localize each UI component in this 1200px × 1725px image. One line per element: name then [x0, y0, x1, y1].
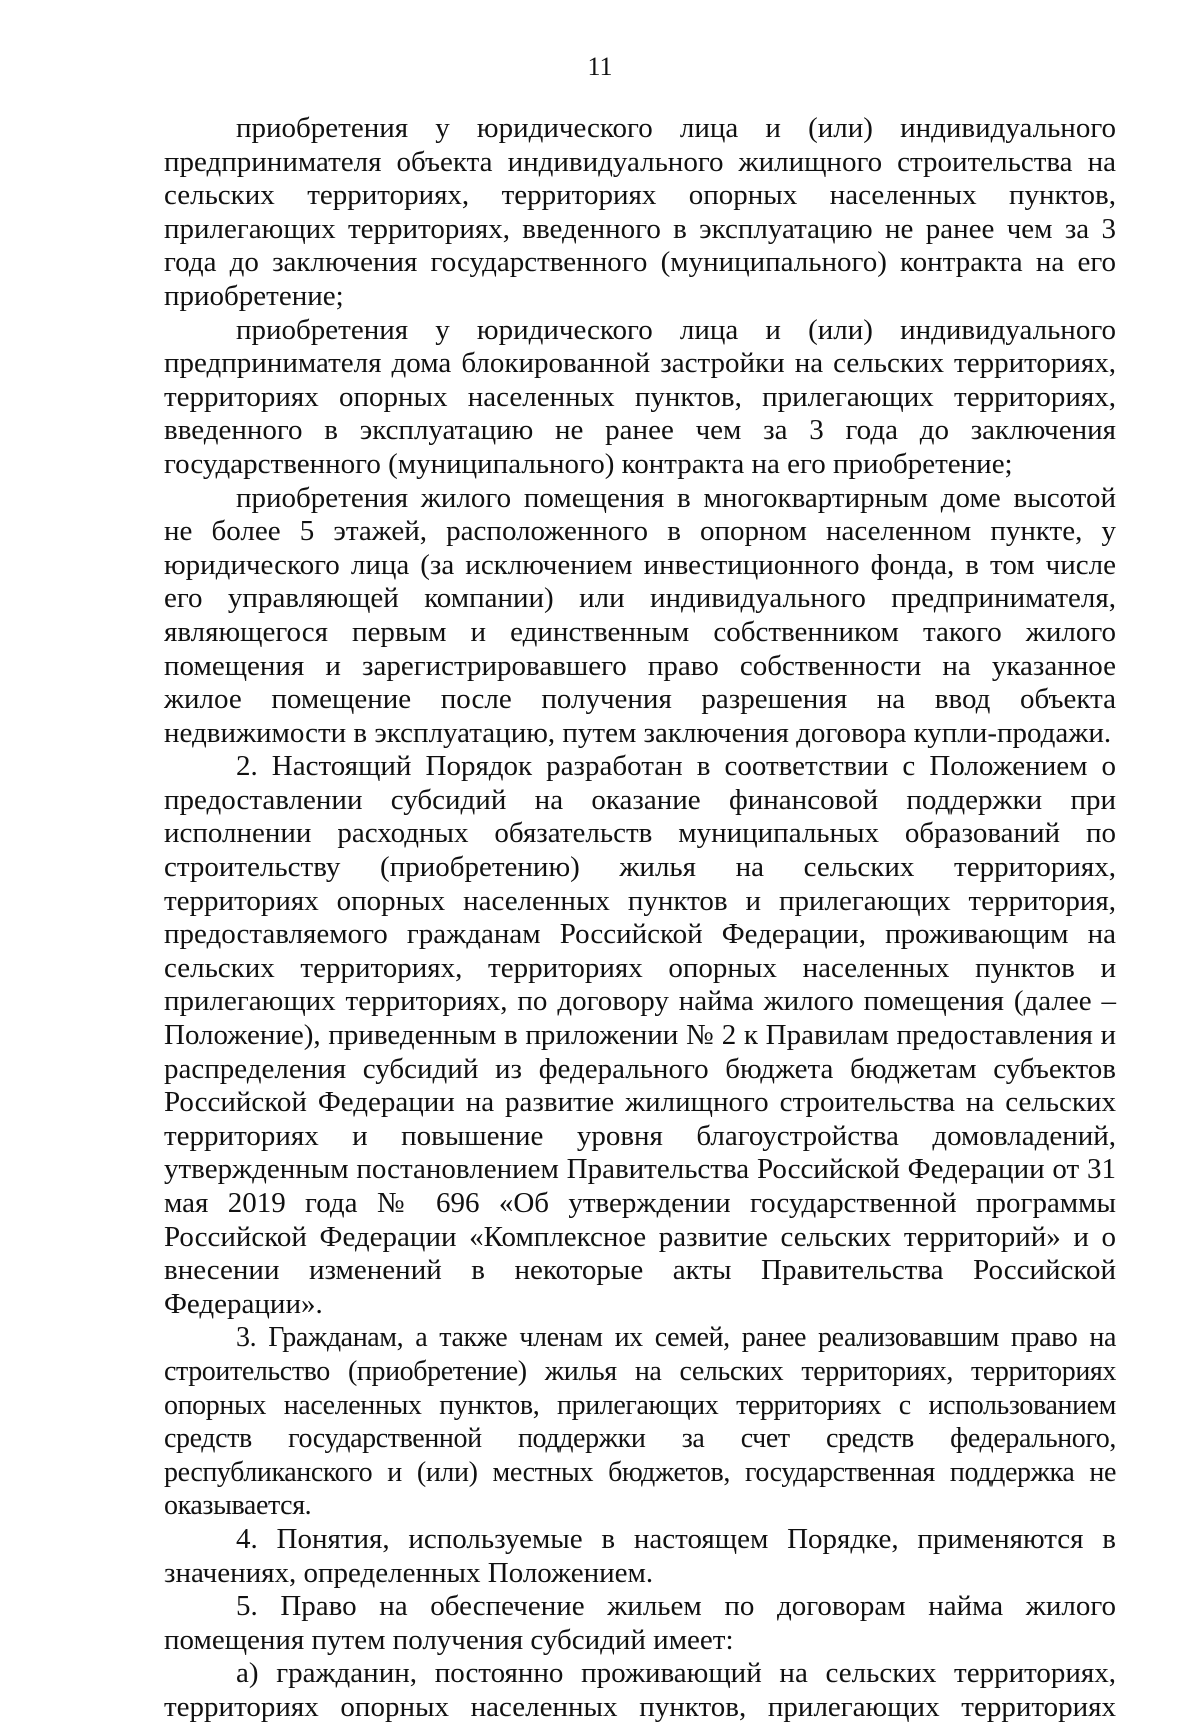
paragraph-item-4: 4. Понятия, используемые в настоящем Порядке, применяются в значениях, определенных Положением. [164, 1522, 1116, 1589]
paragraph-item-2: 2. Настоящий Порядок разработан в соответствии с Положением о предоставлении субсидий на оказание финансовой поддержки при исполнении расходных обязательств муниципальных образований по строительству (приобретению) жилья на сельских территориях, территориях опорных населенных пунктов и прилегающих территория, предоставляемого гражданам Российской Федерации, проживающим на сельских территориях, территориях опорных населенных пунктов и прилегающих территориях, по договору найма жилого помещения (далее – Положение), приведенным в приложении № 2 к Правилам предоставления и распределения субсидий из федерального бюджета бюджетам субъектов Российской Федерации на развитие жилищного строительства на сельских территориях и повышение уровня благоустройства домовладений, утвержденным постановлением Правительства Российской Федерации от 31 мая 2019 года № 696 «Об утверждении государственной программы Российской Федерации «Комплексное развитие сельских территорий» и о внесении изменений в некоторые акты Правительства Российской Федерации». [164, 750, 1116, 1320]
paragraph-apartment: приобретения жилого помещения в многоквартирным доме высотой не более 5 этажей, расположенного в опорном населенном пункте, у юридического лица (за исключением инвестиционного фонда, в том числе его управляющей компании) или индивидуального предпринимателя, являющегося первым и единственным собственником такого жилого помещения и зарегистрировавшего право собственности на указанное жилое помещение после получения разрешения на ввод объекта недвижимости в эксплуатацию, путем заключения договора купли-продажи. [164, 481, 1116, 749]
paragraph-item-3: 3. Гражданам, а также членам их семей, ранее реализовавшим право на строительство (приобретение) жилья на сельских территориях, территориях опорных населенных пунктов, прилегающих территориях с использованием средств государственной поддержки за счет средств федерального, республиканского и (или) местных бюджетов, государственная поддержка не оказывается. [164, 1322, 1116, 1522]
document-body [164, 112, 1116, 1725]
paragraph-blocked-house: приобретения у юридического лица и (или) индивидуального предпринимателя дома блокированной застройки на сельских территориях, территориях опорных населенных пунктов, прилегающих территориях, введенного в эксплуатацию не ранее чем за 3 года до заключения государственного (муниципального) контракта на его приобретение; [164, 313, 1116, 480]
page-number: 11 [587, 52, 613, 81]
paragraph-item-5: 5. Право на обеспечение жильем по договорам найма жилого помещения путем получения субсидий имеет: [164, 1590, 1116, 1656]
paragraph-item-5a: а) гражданин, постоянно проживающий на сельских территориях, территориях опорных населенных пунктов, прилегающих территориях [164, 1657, 1116, 1723]
paragraph-continuation: приобретения у юридического лица и (или) индивидуального предпринимателя объекта индивидуального жилищного строительства на сельских территориях, территориях опорных населенных пунктов, прилегающих территориях, введенного в эксплуатацию не ранее чем за 3 года до заключения государственного (муниципального) контракта на его приобретение; [164, 112, 1116, 312]
